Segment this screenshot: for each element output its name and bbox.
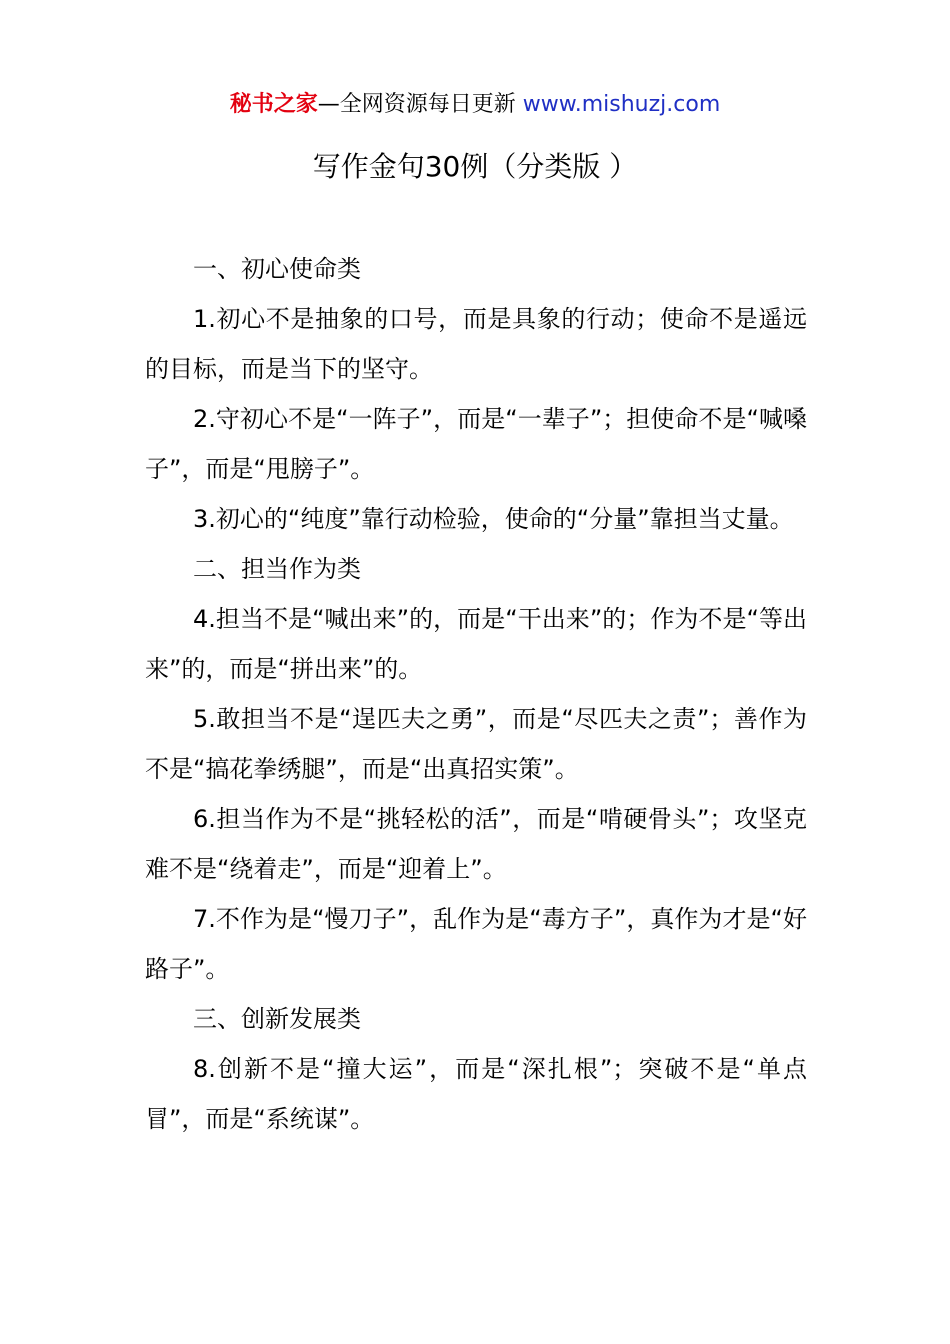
document-title: 写作金句30例（分类版 ） <box>312 150 638 183</box>
paragraph: 4.担当不是“喊出来”的，而是“干出来”的；作为不是“等出来”的，而是“拼出来”的。 <box>145 605 807 683</box>
section-heading: 一、初心使命类 <box>193 255 361 283</box>
paragraph: 5.敢担当不是“逞匹夫之勇”，而是“尽匹夫之责”；善作为不是“搞花拳绣腿”，而是“出真招实策”。 <box>145 705 807 783</box>
paragraph: 6.担当作为不是“挑轻松的活”，而是“啃硬骨头”；攻坚克难不是“绕着走”，而是“迎着上”。 <box>145 805 807 883</box>
header-tagline: —全网资源每日更新 <box>317 92 523 117</box>
document-body <box>145 244 807 1144</box>
site-link[interactable]: www.mishuzj.com <box>522 92 721 117</box>
brand-name: 秘书之家 <box>229 92 318 117</box>
site-header <box>0 88 950 122</box>
paragraph: 1.初心不是抽象的口号，而是具象的行动；使命不是遥远的目标，而是当下的坚守。 <box>145 305 807 383</box>
section-heading: 三、创新发展类 <box>193 1005 361 1033</box>
paragraph: 7.不作为是“慢刀子”，乱作为是“毒方子”，真作为才是“好路子”。 <box>145 905 807 983</box>
section-heading: 二、担当作为类 <box>193 555 361 583</box>
paragraph: 2.守初心不是“一阵子”，而是“一辈子”；担使命不是“喊嗓子”，而是“甩膀子”。 <box>145 405 807 483</box>
paragraph: 8.创新不是“撞大运”，而是“深扎根”；突破不是“单点冒”，而是“系统谋”。 <box>145 1055 807 1133</box>
paragraph: 3.初心的“纯度”靠行动检验，使命的“分量”靠担当丈量。 <box>193 505 794 533</box>
